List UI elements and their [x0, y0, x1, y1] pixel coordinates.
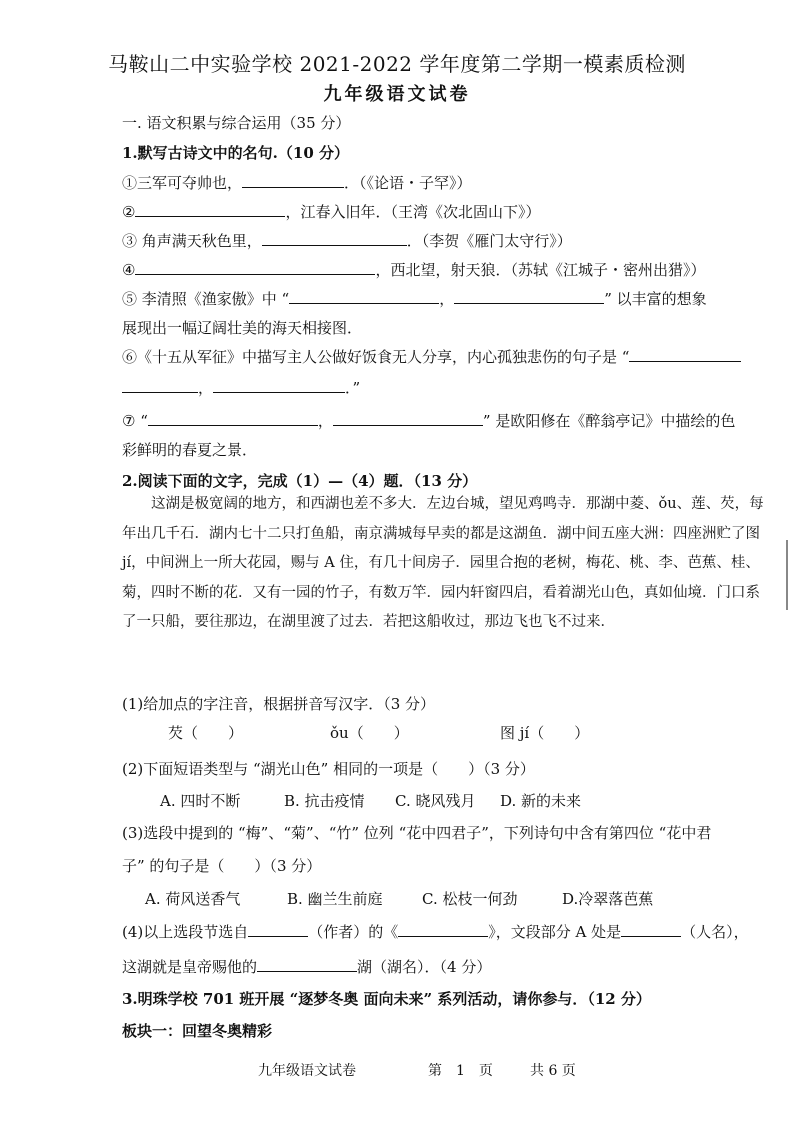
q1-item-1: [122, 172, 472, 193]
q2-sub2-option-d[interactable]: D. 新的未来: [500, 792, 582, 810]
q2-sub4-p6: 湖（湖名）．（4 分）: [357, 958, 492, 976]
q1-item-6-mid: ，: [198, 379, 214, 397]
binding-edge-mark: [786, 540, 788, 610]
q2-sub3-option-c[interactable]: C. 松枝一何劲: [422, 890, 518, 908]
answer-blank[interactable]: [262, 231, 407, 246]
q2-sub4-line2: [122, 956, 491, 977]
q2-sub3-option-b[interactable]: B. 幽兰生前庭: [287, 890, 383, 908]
q1-item-2: [122, 201, 540, 222]
q1-item-4: [122, 259, 705, 280]
exam-title: 马鞍山二中实验学校 2021-2022 学年度第二学期一模素质检测: [108, 52, 686, 76]
q1-item-4-pre: ④: [122, 261, 136, 279]
answer-blank[interactable]: [135, 202, 285, 217]
q1-title: 1.默写古诗文中的名句.（10 分）: [122, 144, 349, 162]
q1-item-6-end: ．”: [345, 379, 361, 397]
q2-sub4-p4: （人名），: [681, 923, 749, 941]
exam-subtitle: 九年级语文试卷: [323, 84, 471, 105]
answer-blank[interactable]: [248, 922, 308, 937]
q3-title: 3.明珠学校 701 班开展 “逐梦冬奥 面向未来” 系列活动，请你参与．（12 分）: [122, 990, 651, 1008]
footer-page-number: 第 1 页: [428, 1063, 493, 1079]
q1-item-5-pre: ⑤ 李清照《渔家傲》中 “: [122, 290, 290, 308]
q2-sub2-option-a[interactable]: A. 四时不断: [160, 792, 241, 810]
footer-exam-name: 九年级语文试卷: [258, 1063, 356, 1079]
q3-block1-heading: 板块一：回望冬奥精彩: [122, 1022, 273, 1040]
q1-item-6: [122, 346, 741, 367]
reading-passage: 这湖是极宽阔的地方，和西湖也差不多大．左边台城，望见鸡鸣寺．那湖中菱、ǒu、莲、芡，每年出几千石．湖内七十二只打鱼船，南京满城每早卖的都是这湖鱼．湖中间五座大洲：四座洲贮了图 jí，中间洲上一所大花园，赐与 A 住，有几十间房子．园里合抱的老树，梅花、桃、李、芭蕉、桂、菊，四时不断的花．又有一园的竹子，有数万竿．园内轩窗四启，看着湖光山色，真如仙境．门口系了一只船，要往那边，在湖里渡了过去．若把这船收过，那边飞也飞不过来．: [122, 496, 764, 630]
q1-item-7-cont: 彩鲜明的春夏之景．: [122, 441, 258, 459]
q2-sub2-option-c[interactable]: C. 晓风残月: [395, 792, 476, 810]
q2-sub4-p5: 这湖就是皇帝赐他的: [122, 958, 258, 976]
q1-item-1-post: ．（《论语・子罕》）: [344, 174, 472, 192]
footer-page-total: 共 6 页: [530, 1063, 576, 1079]
answer-blank[interactable]: [333, 411, 483, 426]
answer-blank[interactable]: [148, 411, 318, 426]
q1-item-5-cont: 展现出一幅辽阔壮美的海天相接图．: [122, 319, 363, 337]
answer-blank[interactable]: [629, 347, 741, 362]
q1-item-5: [122, 288, 707, 309]
q2-sub3-option-a[interactable]: A. 荷风送香气: [145, 890, 241, 908]
answer-blank[interactable]: [398, 922, 488, 937]
q2-sub1-a[interactable]: 芡（ ）: [168, 724, 244, 742]
q1-item-2-pre: ②: [122, 203, 136, 221]
q1-item-6-cont: [122, 377, 360, 398]
q1-item-7-pre: ⑦ “: [122, 412, 148, 430]
q2-sub4-p1: (4)以上选段节选自: [122, 923, 249, 941]
q2-sub1-b[interactable]: ǒu（ ）: [330, 724, 409, 742]
answer-blank[interactable]: [135, 260, 375, 275]
q2-sub4-p3: 》，文段部分 A 处是: [488, 923, 622, 941]
q1-item-7-post: ” 是欧阳修在《醉翁亭记》中描绘的色: [482, 412, 736, 430]
answer-blank[interactable]: [289, 289, 439, 304]
q1-item-7: [122, 410, 735, 431]
q1-item-5-post: ” 以丰富的想象: [604, 290, 707, 308]
q1-item-1-pre: ①三军可夺帅也，: [122, 174, 243, 192]
q1-item-5-mid: ，: [439, 290, 455, 308]
q1-item-2-post: ，江春入旧年．（王湾《次北固山下》）: [285, 203, 541, 221]
q1-item-3-post: ．（李贺《雁门太守行》）: [406, 232, 572, 250]
answer-blank[interactable]: [242, 173, 344, 188]
q2-sub2-title: (2)下面短语类型与 “湖光山色” 相同的一项是（ ）（3 分）: [122, 760, 535, 778]
answer-blank[interactable]: [621, 922, 681, 937]
q2-title: 2.阅读下面的文字，完成（1）—（4）题．（13 分）: [122, 472, 478, 490]
q1-item-4-post: ，西北望，射天狼．（苏轼《江城子・密州出猎》）: [375, 261, 706, 279]
q2-sub4-p2: （作者）的《: [308, 923, 399, 941]
q1-item-6-pre: ⑥《十五从军征》中描写主人公做好饭食无人分享，内心孤独悲伤的句子是 “: [122, 348, 630, 366]
q1-item-3-pre: ③ 角声满天秋色里，: [122, 232, 262, 250]
q1-item-7-mid: ，: [317, 412, 333, 430]
q2-sub3-title: (3)选段中提到的 “梅”、“菊”、“竹” 位列 “花中四君子”，下列诗句中含有第四位 “花中君: [122, 824, 712, 842]
q2-sub1-c[interactable]: 图 jí（ ）: [500, 724, 590, 742]
answer-blank[interactable]: [257, 957, 357, 972]
q2-sub1-title: (1)给加点的字注音，根据拼音写汉字．（3 分）: [122, 695, 436, 713]
q2-sub3-option-d[interactable]: D.冷翠落芭蕉: [562, 890, 654, 908]
q2-sub4-line1: [122, 921, 749, 942]
answer-blank[interactable]: [122, 378, 198, 393]
answer-blank[interactable]: [213, 378, 345, 393]
section-heading: 一. 语文积累与综合运用（35 分）: [122, 114, 351, 132]
q1-item-3: [122, 230, 572, 251]
q2-sub3-title-cont: 子” 的句子是（ ）（3 分）: [122, 857, 322, 875]
q2-sub2-option-b[interactable]: B. 抗击疫情: [284, 792, 365, 810]
answer-blank[interactable]: [454, 289, 604, 304]
